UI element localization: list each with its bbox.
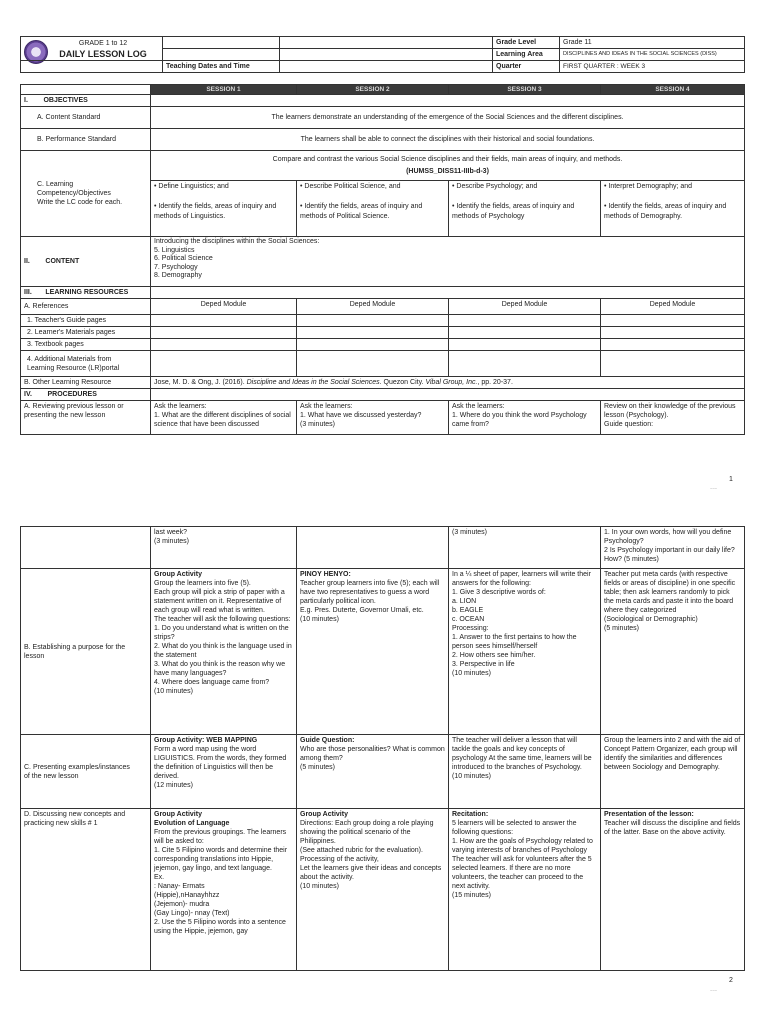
- competency-code: (HUMSS_DISS11-IIIb-d-3): [406, 167, 489, 175]
- citation-pages: , pp. 20-37.: [477, 379, 513, 386]
- procedure-d-head-2: Group Activity: [300, 811, 348, 818]
- page-number-1: 1: [729, 476, 733, 483]
- resource-row-1: 1. Teacher's Guide pages: [21, 315, 151, 327]
- procedure-c-head-2: Guide Question:: [300, 737, 355, 744]
- citation-authors: Jose, M. D. & Ong, J. (2016).: [154, 379, 247, 386]
- competency-session-4: • Interpret Demography; and • Identify the fields, areas of inquiry and methods of Demography.: [601, 181, 745, 237]
- procedure-b-label: B. Establishing a purpose for the lesson: [21, 569, 151, 735]
- objectives-label: OBJECTIVES: [43, 97, 88, 104]
- procedure-a-cont-session-1: last week? (3 minutes): [151, 527, 297, 569]
- learning-area-value: DISCIPLINES AND IDEAS IN THE SOCIAL SCIENCES (DISS): [560, 49, 745, 61]
- objectives-heading: [21, 95, 151, 107]
- objectives-num: I.: [24, 97, 28, 104]
- quarter-value: FIRST QUARTER : WEEK 3: [560, 61, 745, 73]
- quarter-label: Quarter: [493, 61, 560, 73]
- resources-heading: [21, 287, 151, 299]
- procedures-num: IV.: [24, 391, 32, 398]
- teaching-dates-label: Teaching Dates and Time: [163, 61, 280, 73]
- procedure-b-session-2: Teacher group learners into five (5); each will have two representatives to guess a word particularly political icon. E.g. Pres. Duterte, Governor Umali, etc. (10 minutes): [300, 580, 440, 623]
- other-resource-label: B. Other Learning Resource: [21, 377, 151, 389]
- procedure-c-head-1: Group Activity: WEB MAPPING: [154, 737, 258, 744]
- session-2-header: SESSION 2: [297, 85, 449, 95]
- page-title: DAILY LESSON LOG: [59, 48, 147, 59]
- content-text: Introducing the disciplines within the Social Sciences: 5. Linguistics 6. Political Science 7. Psychology 8. Demography: [151, 237, 745, 287]
- procedure-d-session-3: 5 learners will be selected to answer the following questions: 1. How are the goals of Psychology related to varying interests of branches of Psychology The teacher will ask for volunteers after the 5 selected learners. If there are no more volunteers, the teacher can proceed to the next activity. (15 minutes): [452, 820, 593, 899]
- procedure-a-session-4: Review on their knowledge of the previous lesson (Psychology). Guide question:: [601, 401, 745, 435]
- session-4-header: SESSION 4: [601, 85, 745, 95]
- competency-label: C. Learning Competency/Objectives Write the LC code for each.: [21, 151, 151, 237]
- procedure-a-session-2: Ask the learners: 1. What have we discussed yesterday? (3 minutes): [297, 401, 449, 435]
- footer-mark-2: ~~~: [710, 988, 718, 993]
- procedure-d-head-3: Recitation:: [452, 811, 489, 818]
- procedure-b-session-3: In a ¼ sheet of paper, learners will write their answers for the following: 1. Give 3 descriptive words of: a. LION b. EAGLE c. OCEAN Processing: 1. Answer to the first pertains to how the person sees himself/herself 2. How others see him/her. 3. Perspective in life (10 minutes): [452, 571, 591, 677]
- procedure-c-session-3: The teacher will deliver a lesson that will tackle the goals and key concepts of psychology At the same time, learners will be introduced to the branches of Psychology. (10 minutes): [452, 737, 592, 780]
- content-label: CONTENT: [45, 258, 80, 265]
- references-label: A. References: [21, 299, 151, 315]
- other-resource-citation: [151, 377, 745, 389]
- procedure-d-label: D. Discussing new concepts and practicing new skills # 1: [21, 809, 151, 971]
- competency-session-1: • Define Linguistics; and • Identify the fields, areas of inquiry and methods of Linguistics.: [151, 181, 297, 237]
- procedure-a-cont-session-3: (3 minutes): [449, 527, 601, 569]
- procedure-a-cont-session-2: [297, 527, 449, 569]
- content-standard-label: A. Content Standard: [21, 107, 151, 129]
- procedure-d-session-2: Directions: Each group doing a role playing showing the political scenario of the Philippines. (See attached rubric for the evaluation). Processing of the activity, Let the learners give their ideas and concepts about the activity. (10 minutes): [300, 820, 442, 890]
- learning-area-label: Learning Area: [493, 49, 560, 61]
- procedure-b-session-4: Teacher put meta cards (with respective fields or areas of discipline) in one specific table; then ask learners randomly to pick the meta cards and paste it into the board where they categorized (Sociological or Demographic) (5 minutes): [604, 571, 736, 632]
- lesson-log-table-page-1: [20, 84, 745, 435]
- content-num: II.: [24, 258, 30, 265]
- citation-title: Discipline and Ideas in the Social Sciences: [246, 379, 380, 386]
- module-session-3: Deped Module: [449, 299, 601, 315]
- module-session-1: Deped Module: [151, 299, 297, 315]
- procedure-b-session-1: Group the learners into five (5). Each group will pick a strip of paper with a statement written on it. Representative of each group will read what is written. The teacher will ask the following questions: 1. Do you understand what is written on the strips? 2. What do you think is the language used in the statement 3. What do you think is the reason why we have many languages? 4. Where does language came from? (10 minutes): [154, 580, 292, 695]
- citation-place: . Quezon City.: [379, 379, 426, 386]
- page-number-2: 2: [729, 977, 733, 984]
- procedure-b-head-2: PINOY HENYO:: [300, 571, 351, 578]
- performance-standard-label: B. Performance Standard: [21, 129, 151, 151]
- module-session-2: Deped Module: [297, 299, 449, 315]
- resource-row-3: 3. Textbook pages: [21, 339, 151, 351]
- module-session-4: Deped Module: [601, 299, 745, 315]
- procedures-heading: [21, 389, 151, 401]
- session-3-header: SESSION 3: [449, 85, 601, 95]
- citation-publisher: Vibal Group, Inc.: [425, 379, 478, 386]
- procedure-a-session-1: Ask the learners: 1. What are the different disciplines of social science that have been discussed: [151, 401, 297, 435]
- footer-mark-1: ~~~: [710, 486, 718, 491]
- procedure-c-session-1: Form a word map using the word LIGUISTICS. From the words, they formed the definition of Linguistics will then be derived. (12 minutes): [154, 746, 287, 789]
- competency-text: Compare and contrast the various Social Science disciplines and their fields, main areas of inquiry, and methods.: [272, 155, 623, 163]
- procedure-d-head-4: Presentation of the lesson:: [604, 811, 694, 818]
- grade-level-value: Grade 11: [560, 37, 745, 49]
- grades-label: GRADE 1 to 12: [78, 39, 128, 47]
- competency-session-3: • Describe Psychology; and • Identify the fields, areas of inquiry and methods of Psychology: [449, 181, 601, 237]
- lesson-log-table-page-2: [20, 526, 745, 971]
- performance-standard-text: The learners shall be able to connect the disciplines with their historical and social foundations.: [151, 129, 745, 151]
- content-standard-text: The learners demonstrate an understanding of the emergence of the Social Sciences and the different disciplines.: [151, 107, 745, 129]
- resources-label: LEARNING RESOURCES: [45, 289, 129, 296]
- procedure-d-head-1: Group Activity Evolution of Language: [154, 811, 230, 827]
- procedure-c-label: C. Presenting examples/instances of the new lesson: [21, 735, 151, 809]
- header-table: [20, 36, 745, 73]
- competency-session-2: • Describe Political Science, and • Identify the fields, areas of inquiry and methods of Political Science.: [297, 181, 449, 237]
- resources-num: III.: [24, 289, 32, 296]
- resource-row-2: 2. Learner's Materials pages: [21, 327, 151, 339]
- procedure-d-session-4: Teacher will discuss the discipline and fields of the latter. Base on the above activity.: [604, 820, 741, 836]
- procedure-c-session-2: Who are those personalities? What is common among them? (5 minutes): [300, 746, 445, 771]
- session-1-header: SESSION 1: [151, 85, 297, 95]
- procedure-a-label: A. Reviewing previous lesson or presenting the new lesson: [21, 401, 151, 435]
- procedures-label: PROCEDURES: [47, 391, 97, 398]
- grade-level-label: Grade Level: [493, 37, 560, 49]
- procedure-c-session-4: Group the learners into 2 and with the aid of Concept Pattern Organizer, each group will identify the similarities and differences between Sociology and Demography.: [604, 737, 741, 771]
- procedure-b-head-1: Group Activity: [154, 571, 202, 578]
- resource-row-4: 4. Additional Materials from Learning Resource (LR)portal: [21, 351, 151, 377]
- procedure-a-session-3: Ask the learners: 1. Where do you think the word Psychology came from?: [449, 401, 601, 435]
- procedure-d-session-1: From the previous groupings. The learners will be asked to: 1. Cite 5 Filipino words and determine their corresponding translations into Hippie, jejemon, gay lingo, and text language. Ex. : Nanay- Ermats (Hippie),nHanayhhzz (Jejemon)- mudra (Gay Lingo)- nnay (Text) 2. Use the 5 Filipino words into a sentence using the Hippie, jejemon, gay: [154, 829, 288, 935]
- procedure-a-cont-session-4: 1. In your own words, how will you define Psychology? 2 Is Psychology important in our daily life? How? (5 minutes): [601, 527, 745, 569]
- content-heading: [21, 237, 151, 287]
